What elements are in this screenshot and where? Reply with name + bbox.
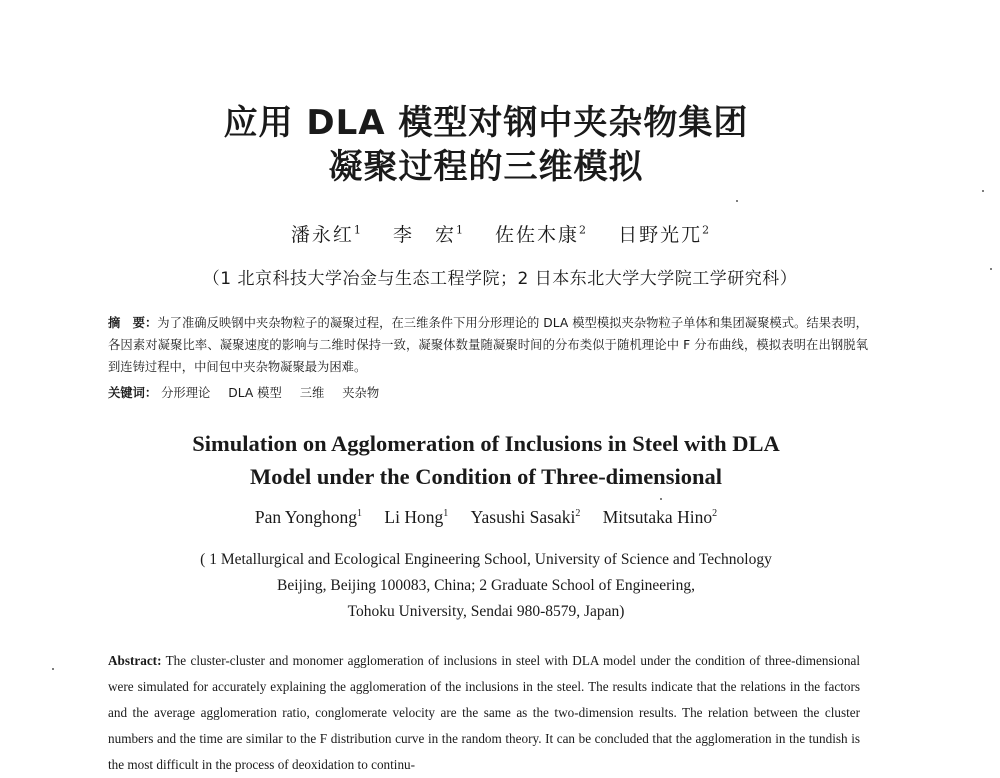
- chinese-keywords-label: 关键词：: [108, 386, 158, 400]
- english-title-line-2: Model under the Condition of Three-dimensional: [250, 464, 722, 489]
- chinese-author: 潘永红$^1$: [290, 223, 361, 246]
- chinese-author: 李 宏$^1$: [392, 223, 463, 246]
- english-abstract-label: Abstract:: [108, 653, 162, 668]
- english-affiliation-line-3: Tohoku University, Sendai 980-8579, Japan): [347, 603, 625, 620]
- scan-speck: [660, 498, 662, 500]
- chinese-title-line-2: 凝聚过程的三维模拟: [328, 147, 644, 187]
- english-author: Mitsutaka Hino$^2$: [602, 507, 718, 527]
- scan-speck: [52, 668, 54, 670]
- english-author: Li Hong$^1$: [384, 507, 449, 527]
- chinese-author: 日野光兀$^2$: [618, 223, 710, 246]
- english-abstract: [108, 648, 860, 778]
- chinese-abstract: [108, 312, 868, 378]
- chinese-keywords: [108, 383, 868, 401]
- english-affiliation-line-1: ( 1 Metallurgical and Ecological Engineering School, University of Science and Technology: [200, 551, 772, 568]
- keyword: 夹杂物: [342, 386, 380, 400]
- english-title-line-1: Simulation on Agglomeration of Inclusions in Steel with DLA: [192, 431, 780, 456]
- scan-speck: [990, 268, 992, 270]
- chinese-abstract-label: 摘 要：: [108, 316, 158, 330]
- keyword: DLA 模型: [228, 386, 282, 400]
- chinese-abstract-text: 为了准确反映钢中夹杂物粒子的凝聚过程，在三维条件下用分形理论的 DLA 模型模拟夹杂物粒子单体和集团凝聚模式。结果表明，各因素对凝聚比率、凝聚速度的影响与二维时保持一致，凝聚体数量随凝聚时间的分布类似于随机理论中 F 分布曲线，模拟表明在出钢脱氧到连铸过程中，中间包中夹杂物凝聚最为困难。: [108, 316, 868, 374]
- chinese-affiliation: （1 北京科技大学冶金与生态工程学院；2 日本东北大学大学院工学研究科）: [202, 269, 798, 289]
- scan-speck: [736, 200, 738, 202]
- english-abstract-text: The cluster-cluster and monomer agglomeration of inclusions in steel with DLA model under the condition of three-dimensional were simulated for accurately explaining the agglomeration of the inclusions in the steel. The results indicate that the relations in the factors and the average agglomeration ratio, conglomerate velocity are the same as the two-dimension results. The relation between the cluster numbers and the time are similar to the F distribution curve in the random theory. It can be concluded that the agglomeration in the tundish is the most difficult in the process of deoxidation to continu-: [108, 653, 860, 772]
- chinese-title-line-1: 应用 DLA 模型对钢中夹杂物集团: [223, 103, 749, 143]
- chinese-author: 佐佐木康$^2$: [495, 223, 587, 246]
- english-authors: [0, 507, 986, 528]
- keyword: 分形理论: [161, 386, 211, 400]
- keyword: 三维: [299, 386, 325, 400]
- chinese-authors: [0, 220, 1000, 247]
- scan-speck: [982, 190, 984, 192]
- english-affiliation-line-2: Beijing, Beijing 100083, China; 2 Graduate School of Engineering,: [276, 577, 695, 594]
- english-author: Yasushi Sasaki$^2$: [470, 507, 581, 527]
- english-author: Pan Yonghong$^1$: [254, 507, 363, 527]
